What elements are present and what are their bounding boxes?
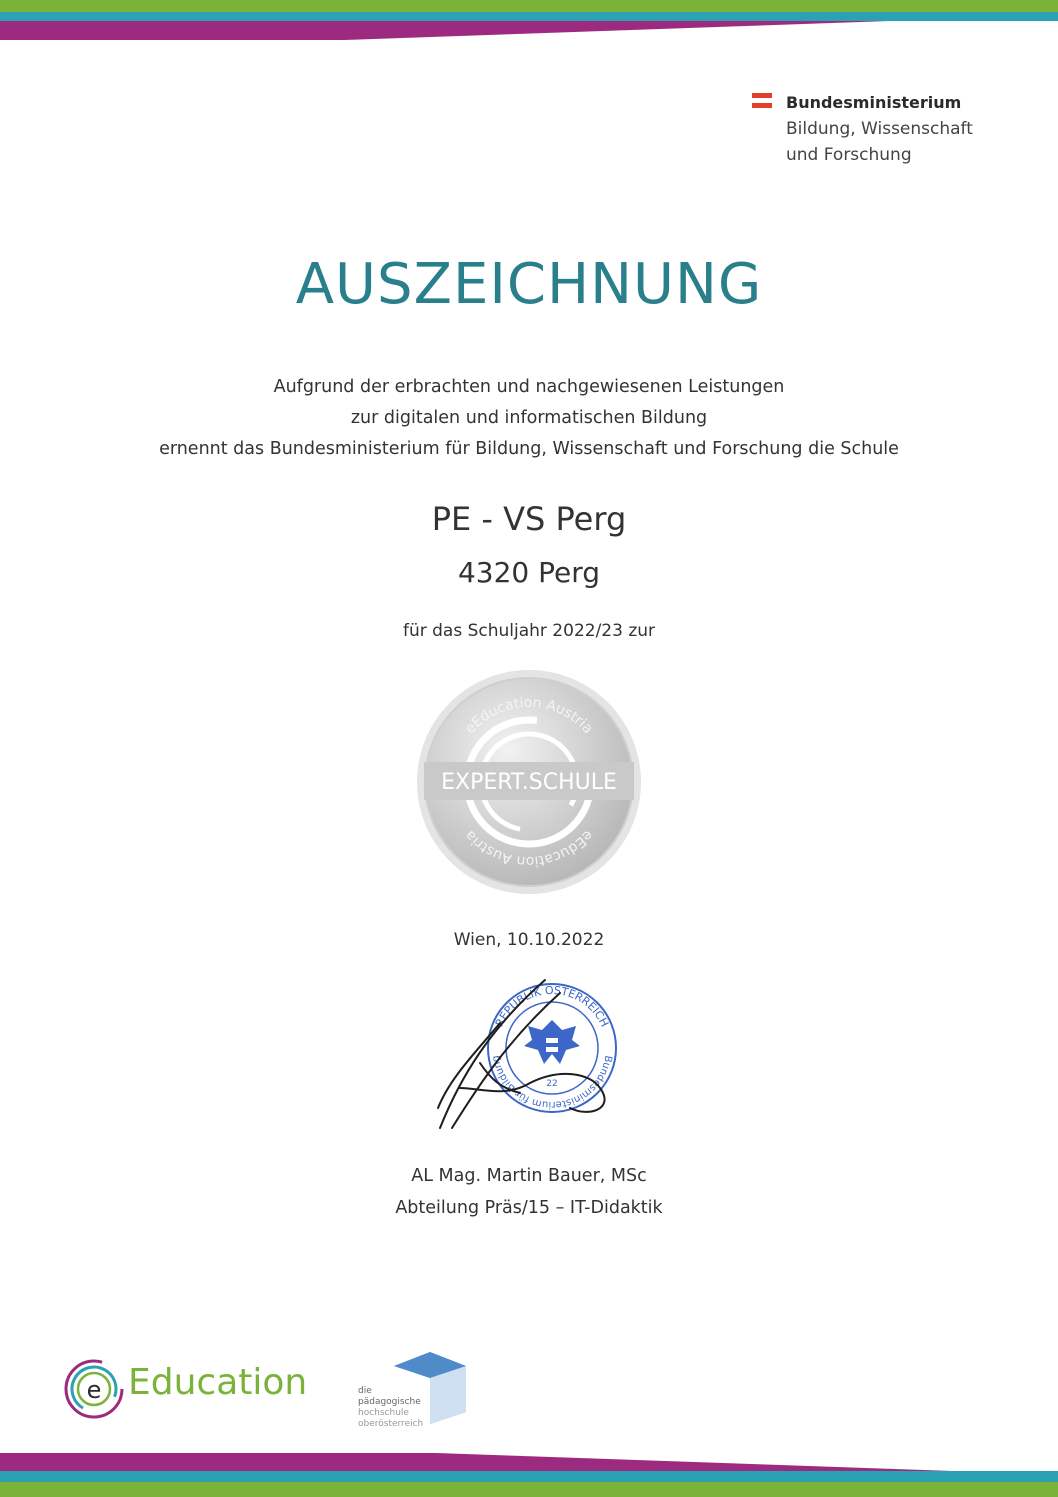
certificate-intro <box>0 372 1058 465</box>
seal-number: 22 <box>546 1079 558 1089</box>
badge-ring-text-top: eEducation Austria <box>462 694 596 738</box>
ph-logo-text <box>358 1386 424 1430</box>
school-year: für das Schuljahr 2022/23 zur <box>402 621 656 641</box>
top-band-green <box>0 0 1058 12</box>
ministry-header <box>786 90 973 168</box>
school-city: 4320 Perg <box>457 556 601 589</box>
expert-schule-badge <box>414 667 644 897</box>
ph-line-3: oberösterreich <box>358 1419 424 1429</box>
ph-line-1: die pädagogische <box>358 1386 421 1407</box>
signature-with-seal <box>420 968 650 1148</box>
bottom-band-teal <box>0 1471 1058 1482</box>
intro-line-2: zur digitalen und informatischen Bildung <box>350 408 708 428</box>
signer-block <box>0 1160 1058 1224</box>
seal-ring-text: REPUBLIK ÖSTERREICH <box>492 983 612 1029</box>
ministry-line-2: Bildung, Wissenschaft <box>786 119 973 139</box>
intro-line-1: Aufgrund der erbrachten und nachgewiesenen Leistungen <box>273 377 785 397</box>
eeducation-logo-text: Education <box>128 1362 308 1403</box>
seal-bottom-text: Bundesministerium für Bildung <box>490 1054 614 1111</box>
badge-main-text: EXPERT.SCHULE <box>441 770 617 795</box>
ministry-line-3: und Forschung <box>786 145 912 165</box>
top-band-teal <box>0 12 1058 21</box>
signer-name: AL Mag. Martin Bauer, MSc <box>411 1166 647 1186</box>
austrian-flag-icon <box>752 93 772 109</box>
intro-line-3: ernennt das Bundesministerium für Bildung, Wissenschaft und Forschung die Schule <box>159 439 899 459</box>
badge-ring-text-bottom: eEducation Austria <box>462 826 596 870</box>
ministry-line-1: Bundesministerium <box>786 93 962 112</box>
edu-logo-letter: e <box>86 1376 102 1404</box>
bottom-band-magenta <box>0 1453 1058 1471</box>
eagle-icon <box>524 1020 580 1064</box>
certificate-title: AUSZEICHNUNG <box>295 252 763 317</box>
top-band-magenta <box>0 21 1058 40</box>
ph-line-2: hochschule <box>358 1408 409 1418</box>
signer-department: Abteilung Präs/15 – IT-Didaktik <box>395 1198 663 1218</box>
bottom-band-green <box>0 1482 1058 1497</box>
date-line: Wien, 10.10.2022 <box>453 930 605 950</box>
school-name: PE - VS Perg <box>431 500 627 538</box>
